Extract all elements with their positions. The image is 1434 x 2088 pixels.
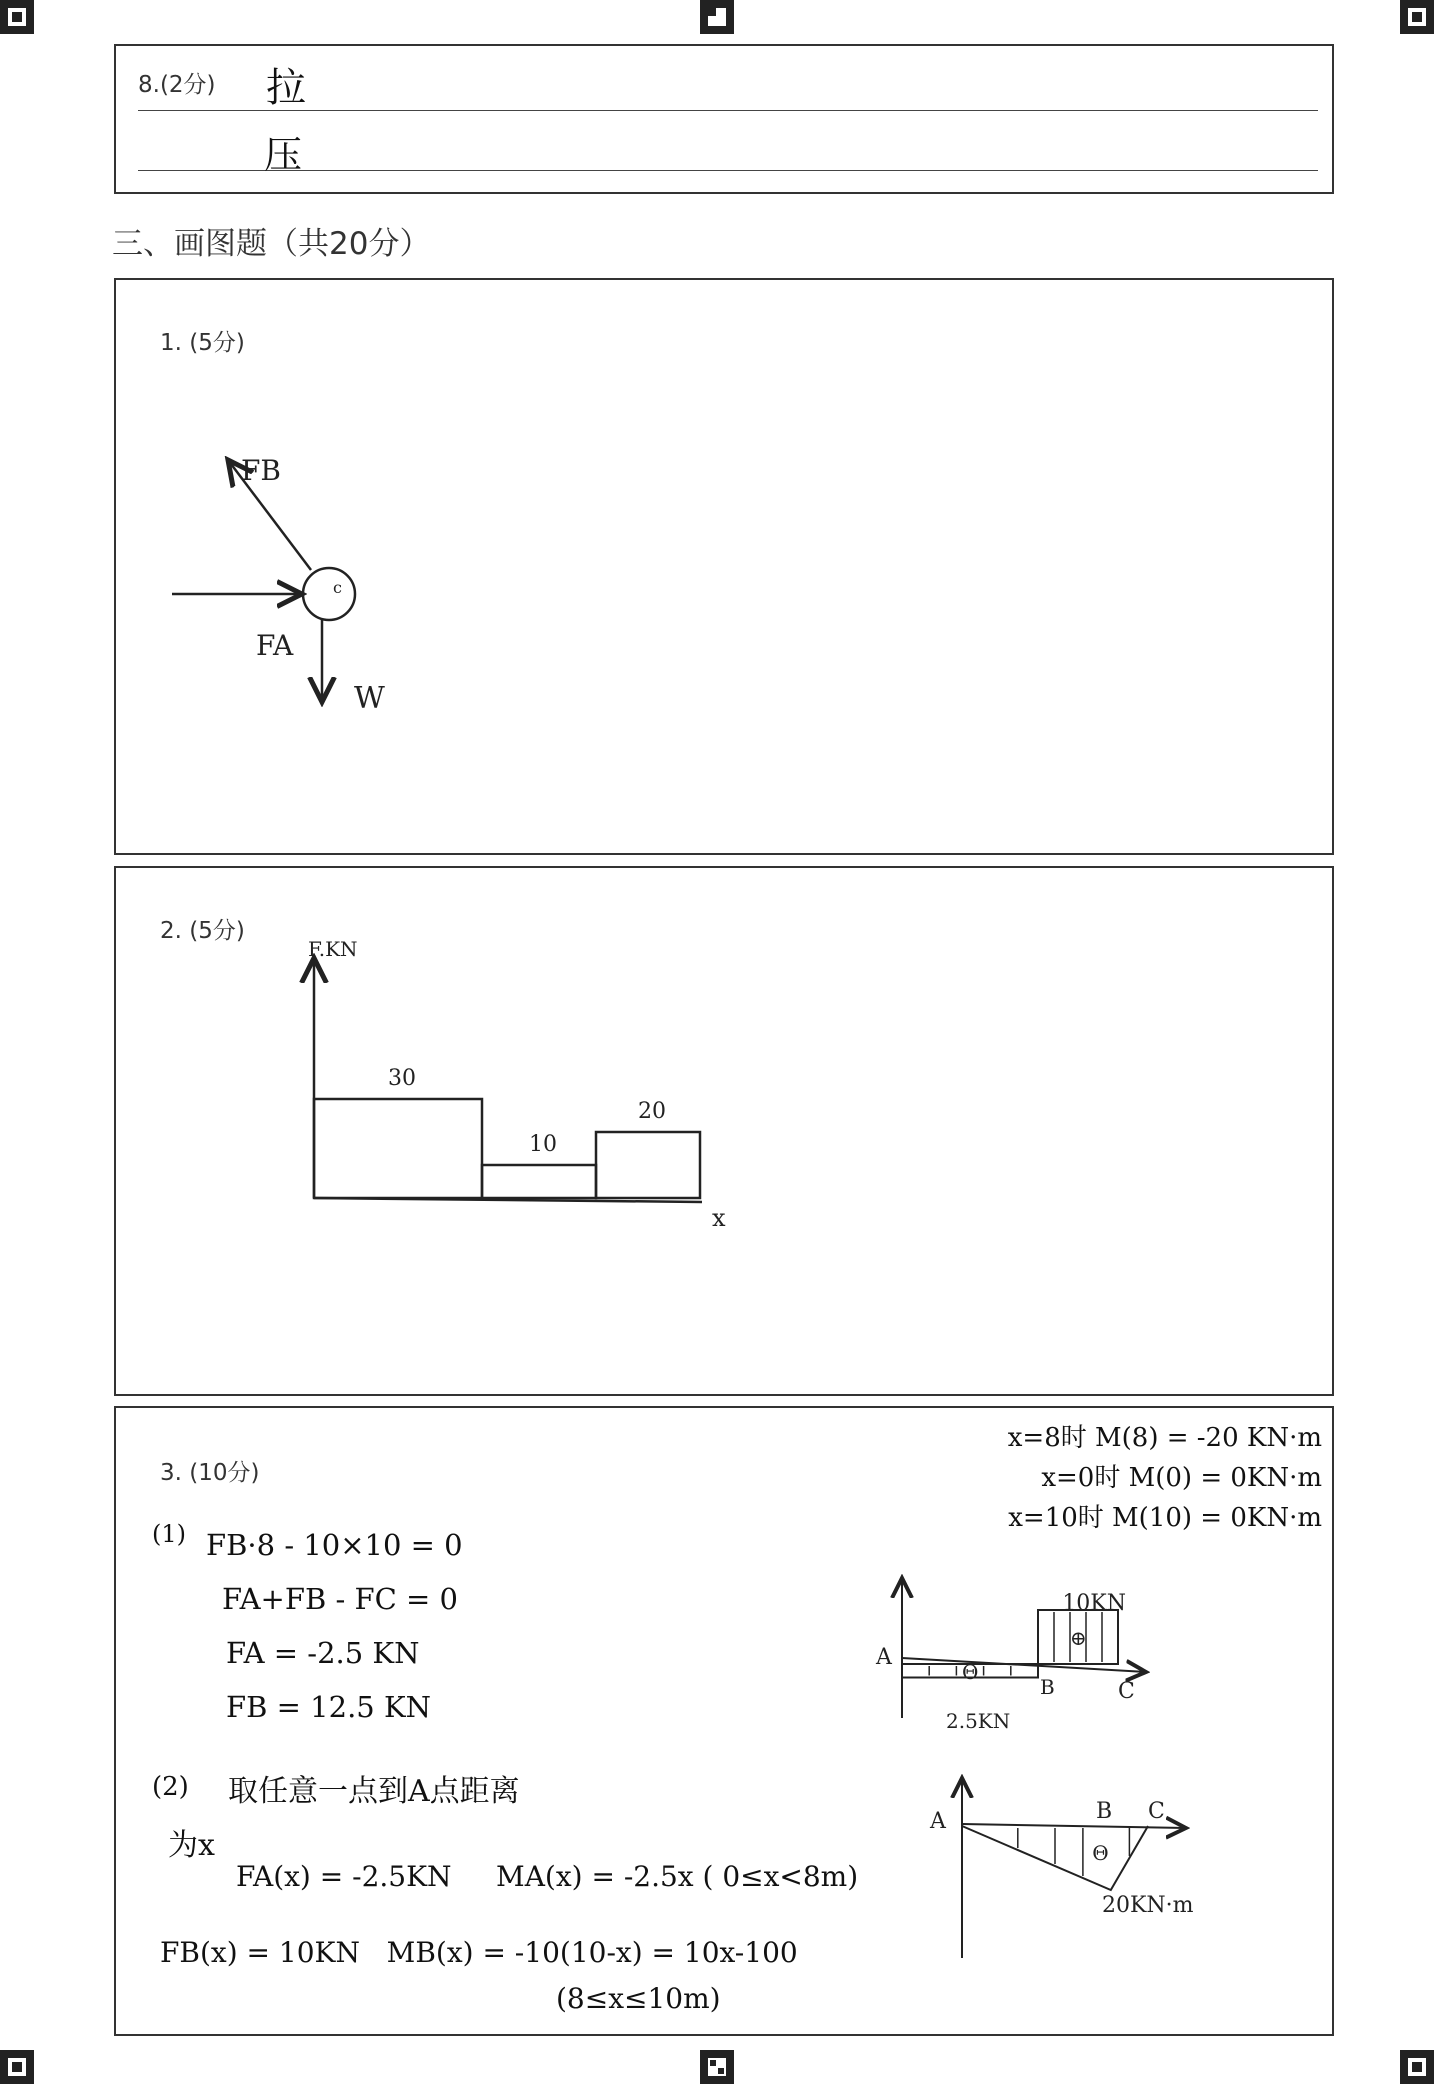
q8-answer-box bbox=[114, 44, 1334, 194]
shear-label-a: A bbox=[876, 1645, 892, 1670]
registration-marker-bottom-center bbox=[700, 2050, 734, 2084]
force-bar-value-1: 30 bbox=[388, 1066, 416, 1091]
shear-top-value: 10KN bbox=[1062, 1591, 1126, 1616]
problem-1-label: 1. (5分) bbox=[160, 330, 245, 356]
registration-marker-top-center bbox=[700, 0, 734, 34]
registration-marker-top-left bbox=[0, 0, 34, 34]
c-label: c bbox=[333, 578, 342, 597]
problem-2-label: 2. (5分) bbox=[160, 918, 245, 944]
x-axis-label: x bbox=[712, 1204, 726, 1232]
registration-marker-top-right bbox=[1400, 0, 1434, 34]
part-1-label: (1) bbox=[152, 1520, 186, 1548]
part-2-label: (2) bbox=[152, 1772, 189, 1802]
body-c-circle bbox=[303, 568, 355, 620]
free-body-diagram bbox=[116, 280, 1332, 853]
axial-force-diagram bbox=[116, 868, 1332, 1394]
section-title: 三、画图题（共20分） bbox=[112, 226, 431, 262]
part-2-line-2: FB(x) = 10KN MB(x) = -10(10-x) = 10x-100 bbox=[160, 1936, 798, 1969]
shear-label-b: B bbox=[1040, 1675, 1055, 1699]
moment-label-b: B bbox=[1096, 1799, 1113, 1824]
equation-3: FA = -2.5 KN bbox=[226, 1636, 420, 1670]
q8-label: 8.(2分) bbox=[138, 72, 216, 98]
shear-positive-sign: ⊕ bbox=[1070, 1626, 1087, 1650]
part-2-var: 为x bbox=[168, 1828, 215, 1863]
equation-4: FB = 12.5 KN bbox=[226, 1690, 431, 1724]
equation-1: FB·8 - 10×10 = 0 bbox=[206, 1528, 463, 1562]
bending-moment-diagram bbox=[906, 1768, 1206, 1968]
moment-notes bbox=[906, 1418, 1322, 1538]
moment-negative-sign: Θ bbox=[1092, 1841, 1109, 1865]
q8-answer-1: 拉 bbox=[266, 65, 306, 111]
q8-answer-line-2 bbox=[138, 170, 1318, 171]
y-axis-label: F.KN bbox=[308, 937, 358, 961]
problem-3-label: 3. (10分) bbox=[160, 1460, 260, 1486]
force-bar-value-3: 20 bbox=[638, 1099, 666, 1124]
shear-label-c: C bbox=[1118, 1679, 1135, 1704]
q8-answer-line-1 bbox=[138, 110, 1318, 111]
part-1-equations bbox=[206, 1518, 463, 1734]
moment-label-c: C bbox=[1148, 1799, 1165, 1824]
shear-force-diagram bbox=[856, 1568, 1156, 1738]
registration-marker-bottom-left bbox=[0, 2050, 34, 2084]
fa-label: FA bbox=[256, 629, 294, 662]
moment-note-2: x=0时 M(0) = 0KN·m bbox=[1041, 1463, 1322, 1493]
shear-negative-sign: Θ bbox=[962, 1659, 979, 1684]
registration-marker-bottom-right bbox=[1400, 2050, 1434, 2084]
part-2-line-1: FA(x) = -2.5KN MA(x) = -2.5x ( 0≤x<8m) bbox=[236, 1860, 859, 1893]
force-bar-value-2: 10 bbox=[529, 1132, 557, 1157]
force-bar-2 bbox=[482, 1165, 596, 1198]
problem-2-box bbox=[114, 866, 1334, 1396]
fb-label: FB bbox=[241, 454, 282, 487]
problem-1-box bbox=[114, 278, 1334, 855]
shear-bottom-value: 2.5KN bbox=[946, 1709, 1011, 1733]
force-bar-3 bbox=[596, 1132, 700, 1198]
w-label: W bbox=[354, 681, 385, 716]
moment-note-1: x=8时 M(8) = -20 KN·m bbox=[1007, 1423, 1322, 1453]
moment-note-3: x=10时 M(10) = 0KN·m bbox=[1008, 1503, 1322, 1533]
problem-3-box bbox=[114, 1406, 1334, 2036]
part-2-intro: 取任意一点到A点距离 bbox=[228, 1774, 520, 1809]
q8-answer-2: 压 bbox=[264, 133, 303, 177]
part-2-line-3: (8≤x≤10m) bbox=[556, 1982, 721, 2015]
moment-label-a: A bbox=[930, 1809, 946, 1834]
force-bar-1 bbox=[314, 1099, 482, 1198]
moment-x-axis bbox=[962, 1824, 1186, 1828]
equation-2: FA+FB - FC = 0 bbox=[222, 1582, 459, 1616]
moment-min-value: 20KN·m bbox=[1102, 1893, 1194, 1918]
